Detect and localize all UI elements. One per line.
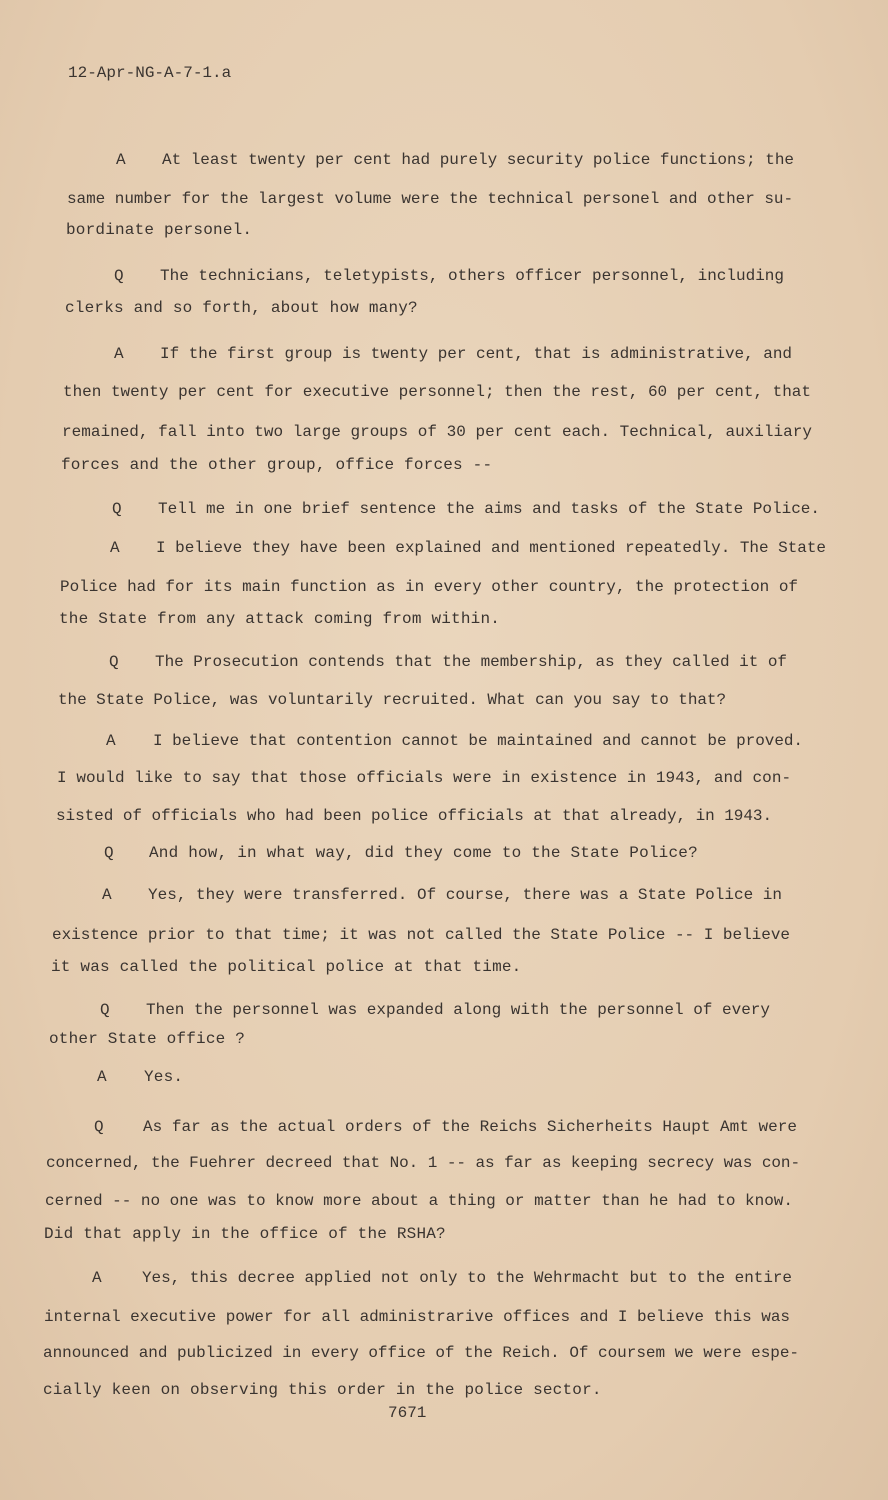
transcript-line: forces and the other group, office forces -- [61, 456, 493, 474]
answer-marker: A [114, 345, 124, 363]
question-marker: Q [114, 267, 124, 285]
transcript-line: Did that apply in the office of the RSHA? [44, 1225, 446, 1243]
answer-marker: A [116, 151, 126, 169]
transcript-line: As far as the actual orders of the Reichs Sicherheits Haupt Amt were [143, 1118, 797, 1136]
answer-marker: A [110, 539, 120, 557]
answer-marker: A [102, 886, 112, 904]
answer-marker: A [97, 1068, 107, 1086]
answer-marker: A [92, 1269, 102, 1287]
transcript-line: cerned -- no one was to know more about a thing or matter than he had to know. [45, 1192, 793, 1210]
question-marker: Q [100, 1001, 110, 1019]
transcript-line: Then the personnel was expanded along with the personnel of every [146, 1001, 770, 1019]
transcript-line: existence prior to that time; it was not called the State Police -- I believe [52, 926, 790, 944]
transcript-line: I would like to say that those officials were in existence in 1943, and con- [57, 769, 792, 787]
page-number: 7671 [388, 1404, 427, 1422]
transcript-line: it was called the political police at that time. [51, 958, 522, 976]
transcript-line: The technicians, teletypists, others officer personnel, including [160, 267, 784, 285]
transcript-line: Tell me in one brief sentence the aims and tasks of the State Police. [158, 500, 820, 518]
transcript-line: I believe that contention cannot be maintained and cannot be proved. [153, 732, 803, 750]
transcript-line: Yes, they were transferred. Of course, there was a State Police in [148, 886, 782, 904]
transcript-line: concerned, the Fuehrer decreed that No. 1 -- as far as keeping secrecy was con- [46, 1154, 800, 1172]
transcript-line: Police had for its main function as in every other country, the protection of [60, 578, 798, 596]
transcript-line: And how, in what way, did they come to the State Police? [149, 844, 698, 862]
transcript-line: then twenty per cent for executive personnel; then the rest, 60 per cent, that [63, 383, 811, 401]
transcript-line: clerks and so forth, about how many? [65, 299, 418, 317]
transcript-line: I believe they have been explained and mentioned repeatedly. The State [156, 539, 827, 557]
transcript-line: internal executive power for all administrarive offices and I believe this was [44, 1308, 790, 1326]
transcript-line: the State Police, was voluntarily recruited. What can you say to that? [58, 691, 727, 709]
question-marker: Q [112, 500, 122, 518]
transcript-line: Yes. [144, 1068, 184, 1086]
transcript-line: If the first group is twenty per cent, that is administrative, and [160, 345, 792, 363]
transcript-line: At least twenty per cent had purely security police functions; the [162, 151, 794, 169]
answer-marker: A [106, 732, 116, 750]
question-marker: Q [94, 1118, 104, 1136]
transcript-line: same number for the largest volume were the technical personel and other su- [67, 190, 793, 208]
transcript-line: bordinate personel. [66, 221, 253, 239]
question-marker: Q [109, 653, 119, 671]
transcript-line: other State office ? [49, 1030, 246, 1048]
question-marker: Q [104, 844, 114, 862]
transcript-line: the State from any attack coming from within. [59, 610, 501, 628]
transcript-line: sisted of officials who had been police officials at that already, in 1943. [56, 807, 772, 825]
document-reference: 12-Apr-NG-A-7-1.a [68, 64, 232, 82]
transcript-line: The Prosecution contends that the membership, as they called it of [155, 653, 787, 671]
transcript-line: remained, fall into two large groups of 30 per cent each. Technical, auxiliary [62, 423, 812, 441]
transcript-line: announced and publicized in every office of the Reich. Of coursem we were espe- [43, 1344, 799, 1362]
transcript-line: Yes, this decree applied not only to the Wehrmacht but to the entire [142, 1269, 792, 1287]
transcript-line: cially keen on observing this order in the police sector. [43, 1381, 602, 1399]
